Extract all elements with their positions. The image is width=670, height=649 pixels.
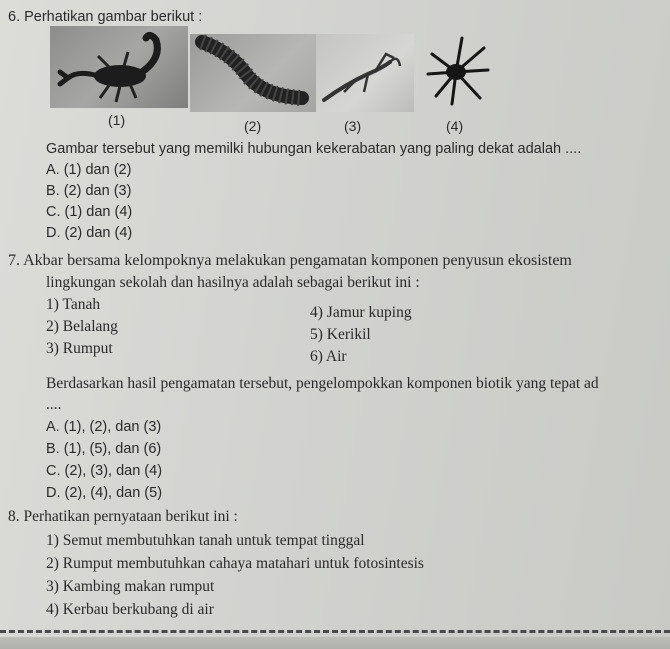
caption-2: (2) (244, 118, 262, 134)
q7-ellipsis: .... (46, 396, 62, 413)
caption-1: (1) (108, 112, 126, 128)
q7-line-2: lingkungan sekolah dan hasilnya adalah sebagai berikut ini : (46, 274, 420, 291)
q7-option-d: D. (2), (4), dan (5) (46, 485, 163, 501)
mantis-image (316, 34, 414, 112)
q8-item-2: 2) Rumput membutuhkan cahaya matahari untuk fotosintesis (46, 555, 424, 572)
q8-item-4: 4) Kerbau berkubang di air (46, 601, 214, 618)
q7-item-3: 3) Rumput (46, 340, 113, 357)
q6-option-d: D. (2) dan (4) (46, 225, 133, 241)
page-edge (0, 637, 670, 649)
q7-option-a: A. (1), (2), dan (3) (46, 419, 162, 435)
q7-item-4: 4) Jamur kuping (310, 304, 412, 321)
q7-option-c: C. (2), (3), dan (4) (46, 463, 163, 479)
centipede-image (190, 34, 316, 112)
q7-line-1: 7. Akbar bersama kelompoknya melakukan pengamatan komponen penyusun ekosistem (8, 252, 572, 269)
q6-question: Gambar tersebut yang memilki hubungan kekerabatan yang paling dekat adalah .... (46, 141, 582, 157)
q7-item-5: 5) Kerikil (310, 326, 371, 343)
q7-item-2: 2) Belalang (46, 318, 118, 335)
cut-line (0, 630, 670, 633)
caption-3: (3) (344, 118, 362, 134)
q7-conclusion: Berdasarkan hasil pengamatan tersebut, pengelompokkan komponen biotik yang tepat ad (46, 375, 599, 392)
caption-4: (4) (446, 118, 464, 134)
q8-heading: 8. Perhatikan pernyataan berikut ini : (8, 508, 238, 525)
scorpion-image (50, 26, 188, 108)
q6-option-a: A. (1) dan (2) (46, 162, 132, 178)
q6-option-c: C. (1) dan (4) (46, 204, 133, 220)
q7-item-6: 6) Air (310, 348, 347, 365)
q8-item-1: 1) Semut membutuhkan tanah untuk tempat tinggal (46, 532, 365, 549)
q7-option-b: B. (1), (5), dan (6) (46, 441, 162, 457)
q6-heading: 6. Perhatikan gambar berikut : (8, 9, 203, 25)
q6-option-b: B. (2) dan (3) (46, 183, 132, 199)
q7-item-1: 1) Tanah (46, 296, 101, 313)
q8-item-3: 3) Kambing makan rumput (46, 578, 215, 595)
arthropod-image (422, 34, 494, 110)
